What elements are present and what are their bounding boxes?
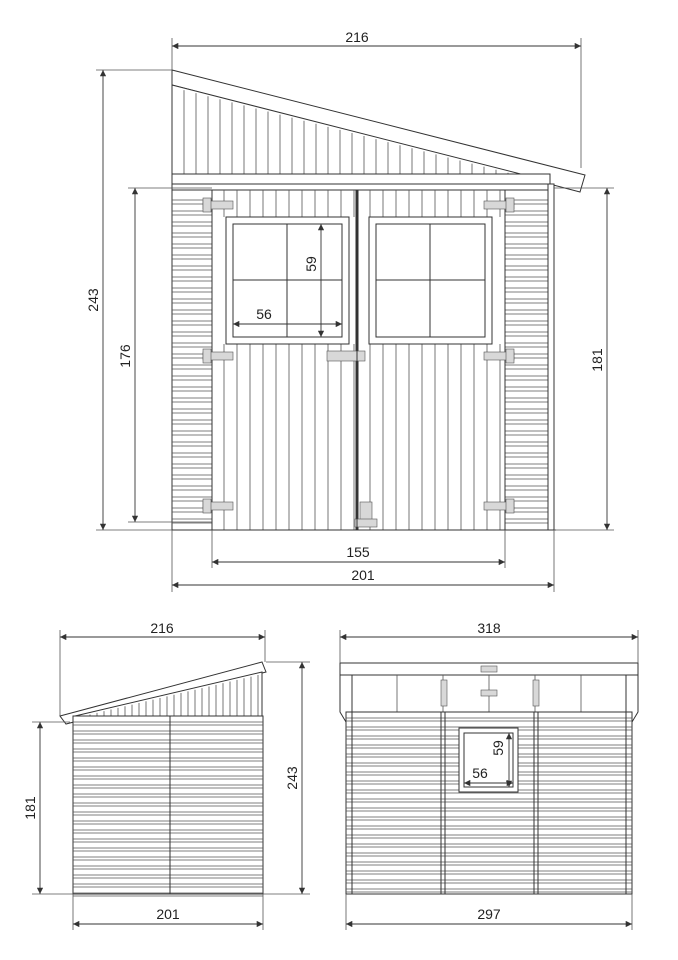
front-top-beam [172,174,550,184]
rear-post-bracket-left [441,680,447,706]
front-door-height-label: 176 [117,344,133,368]
front-right-height-label: 181 [589,348,605,372]
rear-view [340,620,638,930]
front-door-width-label: 155 [346,544,370,560]
front-header-beam [172,184,548,190]
side-top-width-label: 216 [150,620,174,636]
front-corner-post [548,184,554,530]
front-gable [172,85,548,185]
front-top-width-label: 216 [345,29,369,45]
side-view [22,620,310,930]
side-gable [75,672,262,716]
rear-ridge-bracket [481,666,497,672]
rear-post-bracket-right [533,680,539,706]
front-door-bolt-plate [355,519,377,527]
front-door-latch [327,351,365,361]
front-total-height-label: 243 [85,288,101,312]
front-window-width-label: 56 [256,306,272,322]
side-wall-height-label: 181 [22,796,38,820]
rear-top-width-label: 318 [477,620,501,636]
rear-base-width-label: 297 [477,906,501,922]
front-window-height-label: 59 [303,256,319,272]
front-view [85,29,614,592]
side-base-width-label: 201 [156,906,180,922]
rear-window-width-label: 56 [472,765,488,781]
rear-ridge-bracket-lower [481,690,497,696]
front-base-width-label: 201 [351,567,375,583]
rear-window-height-label: 59 [490,740,506,756]
side-total-height-label: 243 [284,766,300,790]
